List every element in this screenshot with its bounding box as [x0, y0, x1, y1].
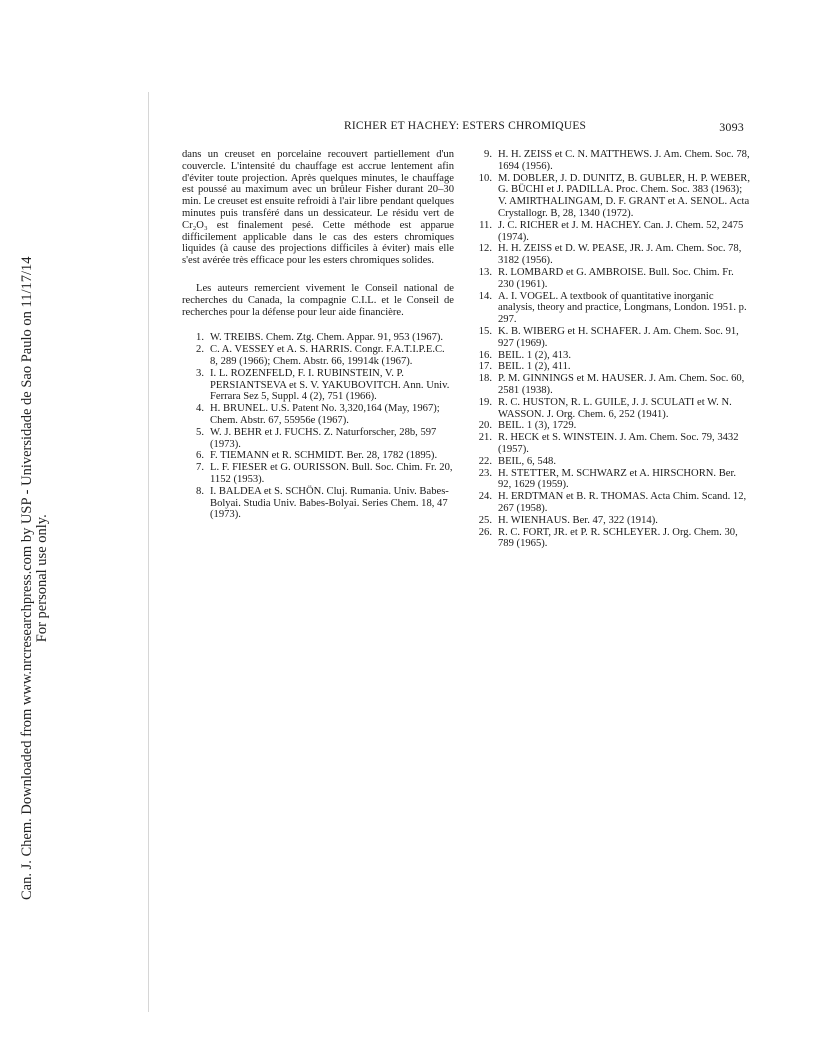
- reference-text: I. BALDEA et S. SCHÖN. Cluj. Rumania. Univ. Babes-Bolyai. Studia Univ. Babes-Bolyai. Series Chem. 18, 47 (1973).: [210, 485, 449, 521]
- reference-number: 18.: [478, 373, 492, 385]
- left-column: [182, 149, 454, 521]
- reference-number: 4.: [196, 403, 204, 415]
- reference-number: 16.: [478, 349, 492, 361]
- reference-text: BEIL. 1 (2), 411.: [498, 361, 571, 373]
- reference-number: 23.: [478, 467, 492, 479]
- reference-text: R. C. FORT, JR. et P. R. SCHLEYER. J. Org. Chem. 30, 789 (1965).: [498, 526, 738, 550]
- reference-text: BEIL. 1 (3), 1729.: [498, 420, 577, 432]
- reference-text: L. F. FIESER et G. OURISSON. Bull. Soc. Chim. Fr. 20, 1152 (1953).: [210, 462, 453, 485]
- reference-text: K. B. WIBERG et H. SCHAFER. J. Am. Chem. Soc. 91, 927 (1969).: [498, 325, 739, 349]
- reference-item: [182, 486, 454, 521]
- reference-item: [182, 344, 454, 368]
- reference-text: H. H. ZEISS et D. W. PEASE, JR. J. Am. Chem. Soc. 78, 3182 (1956).: [498, 243, 742, 267]
- reference-list-right: [470, 149, 750, 550]
- reference-number: 25.: [478, 514, 492, 526]
- reference-text: F. TIEMANN et R. SCHMIDT. Ber. 28, 1782 (1895).: [210, 450, 438, 462]
- download-notice-text: [20, 256, 50, 900]
- reference-item: [470, 149, 750, 173]
- reference-number: 7.: [196, 462, 204, 474]
- reference-list-left: [182, 332, 454, 521]
- reference-text: W. J. BEHR et J. FUCHS. Z. Naturforscher, 28b, 597 (1973).: [210, 426, 437, 450]
- reference-item: [470, 468, 750, 492]
- reference-item: [470, 420, 750, 432]
- reference-text: H. STETTER, M. SCHWARZ et A. HIRSCHORN. Ber. 92, 1629 (1959).: [498, 467, 737, 491]
- reference-text: I. L. ROZENFELD, F. I. RUBINSTEIN, V. P. PERSIANTSEVA et S. V. YAKUBOVITCH. Ann. Univ. Ferrara Sez 5, Suppl. 4 (2), 751 (1966).: [210, 367, 450, 403]
- reference-number: 6.: [196, 450, 204, 462]
- reference-number: 13.: [478, 266, 492, 278]
- reference-text: BEIL. 1 (2), 413.: [498, 349, 571, 361]
- reference-item: [182, 332, 454, 344]
- reference-text: A. I. VOGEL. A textbook of quantitative inorganic analysis, theory and practice, Longmans, London. 1951. p. 297.: [498, 290, 747, 326]
- reference-number: 22.: [478, 455, 492, 467]
- reference-item: [470, 291, 750, 326]
- reference-text: P. M. GINNINGS et M. HAUSER. J. Am. Chem. Soc. 60, 2581 (1938).: [498, 373, 745, 396]
- reference-number: 5.: [196, 426, 204, 438]
- reference-text: C. A. VESSEY et A. S. HARRIS. Congr. F.A.T.I.P.E.C. 8, 289 (1966); Chem. Abstr. 66, 19914k (1967).: [210, 344, 445, 367]
- reference-number: 9.: [484, 149, 492, 160]
- reference-item: [182, 462, 454, 486]
- reference-number: 20.: [478, 420, 492, 432]
- reference-item: [182, 450, 454, 462]
- reference-item: [182, 427, 454, 451]
- reference-item: [470, 173, 750, 220]
- method-paragraph: dans un creuset en porcelaine recouvert partiellement d'un couvercle. L'intensité du chauffage est accrue lentement afin d'éviter toute projection. Après quelques minutes, le chauffage est poussé au maximum avec un brûleur Fisher durant 20–30 min. Le creuset est ensuite refroidi à l'air libre pendant quelques minutes puis transféré dans un dessicateur. Le résidu vert de Cr₂O₃ est finalement pesé. Cette méthode est apparue difficilement applicable dans le cas des esters chromiques liquides (à cause des projections difficiles à éviter) mais elle s'est avérée très efficace pour les esters chromiques solides.: [182, 149, 454, 267]
- reference-item: [470, 267, 750, 291]
- reference-text: J. C. RICHER et J. M. HACHEY. Can. J. Chem. 52, 2475 (1974).: [498, 219, 744, 243]
- reference-item: [470, 350, 750, 362]
- download-notice: [0, 0, 50, 1053]
- reference-text: R. LOMBARD et G. AMBROISE. Bull. Soc. Chim. Fr. 230 (1961).: [498, 266, 734, 290]
- reference-text: W. TREIBS. Chem. Ztg. Chem. Appar. 91, 953 (1967).: [210, 332, 444, 344]
- reference-text: H. ERDTMAN et B. R. THOMAS. Acta Chim. Scand. 12, 267 (1958).: [498, 491, 747, 514]
- reference-text: BEIL, 6, 548.: [498, 455, 556, 467]
- reference-number: 2.: [196, 344, 204, 356]
- reference-item: [470, 397, 750, 421]
- reference-number: 17.: [478, 361, 492, 373]
- reference-number: 3.: [196, 367, 204, 379]
- acknowledgement-paragraph: Les auteurs remercient vivement le Conseil national de recherches du Canada, la compagnie C.I.L. et le Conseil de recherches pour la défense pour leur aide financière.: [182, 282, 454, 318]
- reference-number: 8.: [196, 485, 204, 497]
- reference-number: 19.: [478, 396, 492, 408]
- reference-item: [470, 243, 750, 267]
- reference-number: 1.: [196, 332, 204, 344]
- reference-number: 12.: [478, 243, 492, 255]
- download-notice-line1: Can. J. Chem. Downloaded from www.nrcresearchpress.com by USP - Universidade de Sao Paulo on 11/17/14: [19, 256, 35, 900]
- reference-number: 24.: [478, 491, 492, 503]
- page-number: 3093: [719, 120, 744, 134]
- running-title: RICHER ET HACHEY: ESTERS CHROMIQUES: [344, 120, 587, 132]
- reference-item: [470, 373, 750, 397]
- reference-number: 10.: [478, 172, 492, 184]
- reference-item: [470, 361, 750, 373]
- reference-item: [470, 326, 750, 350]
- reference-item: [470, 456, 750, 468]
- download-notice-line2: For personal use only.: [34, 514, 50, 643]
- reference-item: [182, 403, 454, 427]
- reference-item: [182, 368, 454, 403]
- reference-number: 14.: [478, 290, 492, 302]
- reference-text: M. DOBLER, J. D. DUNITZ, B. GUBLER, H. P. WEBER, G. BÜCHI et J. PADILLA. Proc. Chem. Soc. 383 (1963); V. AMIRTHALINGAM, D. F. GRANT et A. SENOL. Acta Crystallogr. B, 28, 1340 (1972).: [498, 172, 750, 219]
- reference-item: [470, 515, 750, 527]
- reference-text: H. WIENHAUS. Ber. 47, 322 (1914).: [498, 514, 658, 526]
- reference-text: R. HECK et S. WINSTEIN. J. Am. Chem. Soc. 79, 3432 (1957).: [498, 432, 739, 455]
- reference-text: H. H. ZEISS et C. N. MATTHEWS. J. Am. Chem. Soc. 78, 1694 (1956).: [498, 149, 750, 172]
- reference-item: [470, 491, 750, 515]
- reference-text: H. BRUNEL. U.S. Patent No. 3,320,164 (May, 1967); Chem. Abstr. 67, 55956e (1967).: [210, 403, 440, 426]
- reference-number: 15.: [478, 325, 492, 337]
- reference-number: 26.: [478, 526, 492, 538]
- reference-text: R. C. HUSTON, R. L. GUILE, J. J. SCULATI et W. N. WASSON. J. Org. Chem. 6, 252 (1941).: [498, 396, 732, 420]
- scan-margin-rule: [148, 92, 149, 1012]
- page-header: [344, 120, 744, 136]
- reference-number: 21.: [478, 432, 492, 444]
- reference-item: [470, 432, 750, 456]
- reference-item: [470, 527, 750, 551]
- right-column: [470, 149, 750, 550]
- reference-number: 11.: [479, 219, 492, 231]
- reference-item: [470, 220, 750, 244]
